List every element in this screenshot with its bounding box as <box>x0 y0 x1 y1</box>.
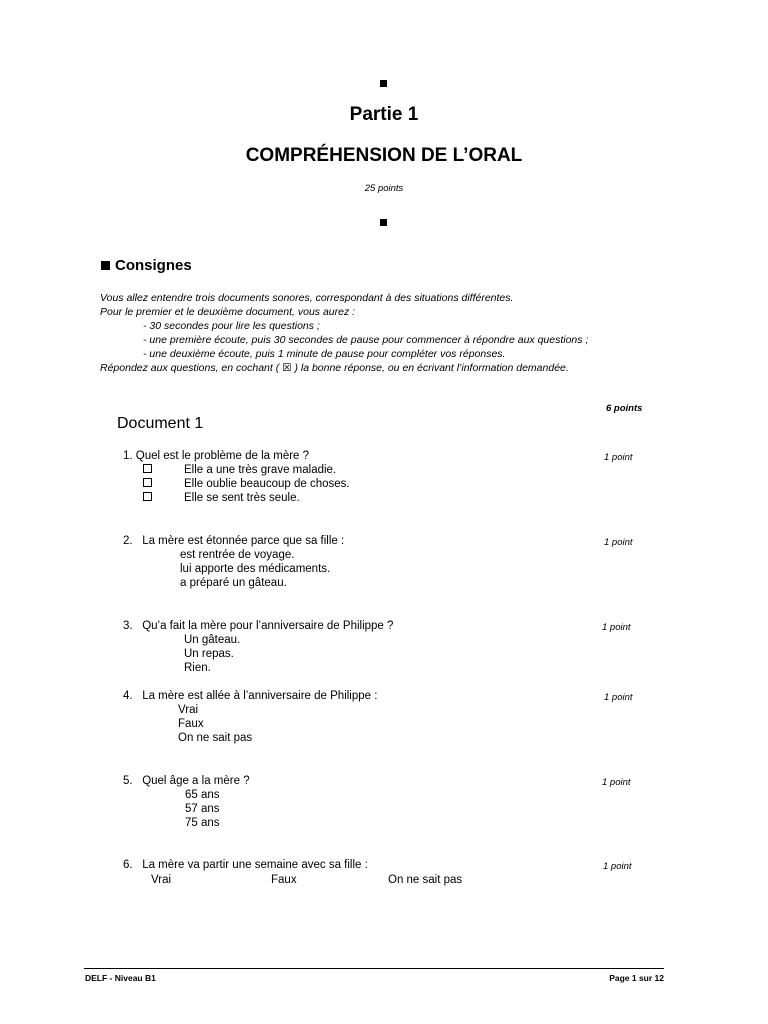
checkbox-icon[interactable] <box>143 492 152 501</box>
question-3-option-3[interactable]: Rien. <box>184 662 211 674</box>
question-3-option-2[interactable]: Un repas. <box>184 648 234 660</box>
footer-right: Page 1 sur 12 <box>609 973 664 983</box>
question-5-option-3[interactable]: 75 ans <box>185 817 220 829</box>
consignes-heading-text: Consignes <box>115 257 192 274</box>
question-5-option-1[interactable]: 65 ans <box>185 789 220 801</box>
section-title: COMPRÉHENSION DE L’ORAL <box>245 145 523 166</box>
question-4-points: 1 point <box>604 692 633 703</box>
question-1-option-1[interactable]: Elle a une très grave maladie. <box>143 464 336 476</box>
question-5-option-2[interactable]: 57 ans <box>185 803 220 815</box>
question-6-option-2[interactable]: Faux <box>271 874 297 886</box>
question-1: 1. Quel est le problème de la mère ? <box>123 450 310 462</box>
question-1-points: 1 point <box>604 452 633 463</box>
question-3-option-1[interactable]: Un gâteau. <box>184 634 241 646</box>
square-bullet-icon <box>101 261 110 270</box>
part-title: Partie 1 <box>349 104 419 125</box>
question-1-option-3[interactable]: Elle se sent très seule. <box>143 492 300 504</box>
consignes-line-1: Vous allez entendre trois documents sonores, correspondant à des situations différentes. <box>100 292 514 304</box>
document-points: 6 points <box>606 403 643 414</box>
question-6-option-1[interactable]: Vrai <box>151 874 172 886</box>
consignes-line-2: Pour le premier et le deuxième document, vous aurez : <box>100 306 356 318</box>
bottom-square-bullet <box>380 213 387 231</box>
checkbox-icon[interactable] <box>143 464 152 473</box>
question-3-points: 1 point <box>602 622 631 633</box>
consignes-line-6: Répondez aux questions, en cochant ( ☒ ) la bonne réponse, ou en écrivant l’information demandée. <box>100 362 569 374</box>
question-6-points: 1 point <box>603 861 632 872</box>
consignes-heading <box>101 257 192 274</box>
top-square-bullet <box>380 74 387 92</box>
question-6-option-3[interactable]: On ne sait pas <box>388 874 463 886</box>
question-2-points: 1 point <box>604 537 633 548</box>
question-3: 3. Qu’a fait la mère pour l’anniversaire de Philippe ? <box>123 620 394 632</box>
question-4-option-3[interactable]: On ne sait pas <box>178 732 253 744</box>
question-4: 4. La mère est allée à l’anniversaire de Philippe : <box>123 690 378 702</box>
question-5-points: 1 point <box>602 777 631 788</box>
consignes-line-3: - 30 secondes pour lire les questions ; <box>143 320 320 332</box>
question-4-option-1[interactable]: Vrai <box>178 704 199 716</box>
question-1-option-2[interactable]: Elle oublie beaucoup de choses. <box>143 478 350 490</box>
question-2: 2. La mère est étonnée parce que sa fille : <box>123 535 345 547</box>
question-4-option-2[interactable]: Faux <box>178 718 204 730</box>
question-6: 6. La mère va partir une semaine avec sa fille : <box>123 859 368 871</box>
footer-left: DELF - Niveau B1 <box>85 973 156 983</box>
consignes-line-4: - une première écoute, puis 30 secondes de pause pour commencer à répondre aux questions ; <box>143 334 589 346</box>
question-2-option-1[interactable]: est rentrée de voyage. <box>180 549 295 561</box>
checkbox-icon[interactable] <box>143 478 152 487</box>
question-2-option-2[interactable]: lui apporte des médicaments. <box>180 563 331 575</box>
consignes-line-5: - une deuxième écoute, puis 1 minute de pause pour compléter vos réponses. <box>143 348 506 360</box>
question-2-option-3[interactable]: a préparé un gâteau. <box>180 577 287 589</box>
footer-rule <box>84 968 664 969</box>
total-points: 25 points <box>364 183 404 194</box>
question-5: 5. Quel âge a la mère ? <box>123 775 250 787</box>
document-title: Document 1 <box>117 415 204 432</box>
